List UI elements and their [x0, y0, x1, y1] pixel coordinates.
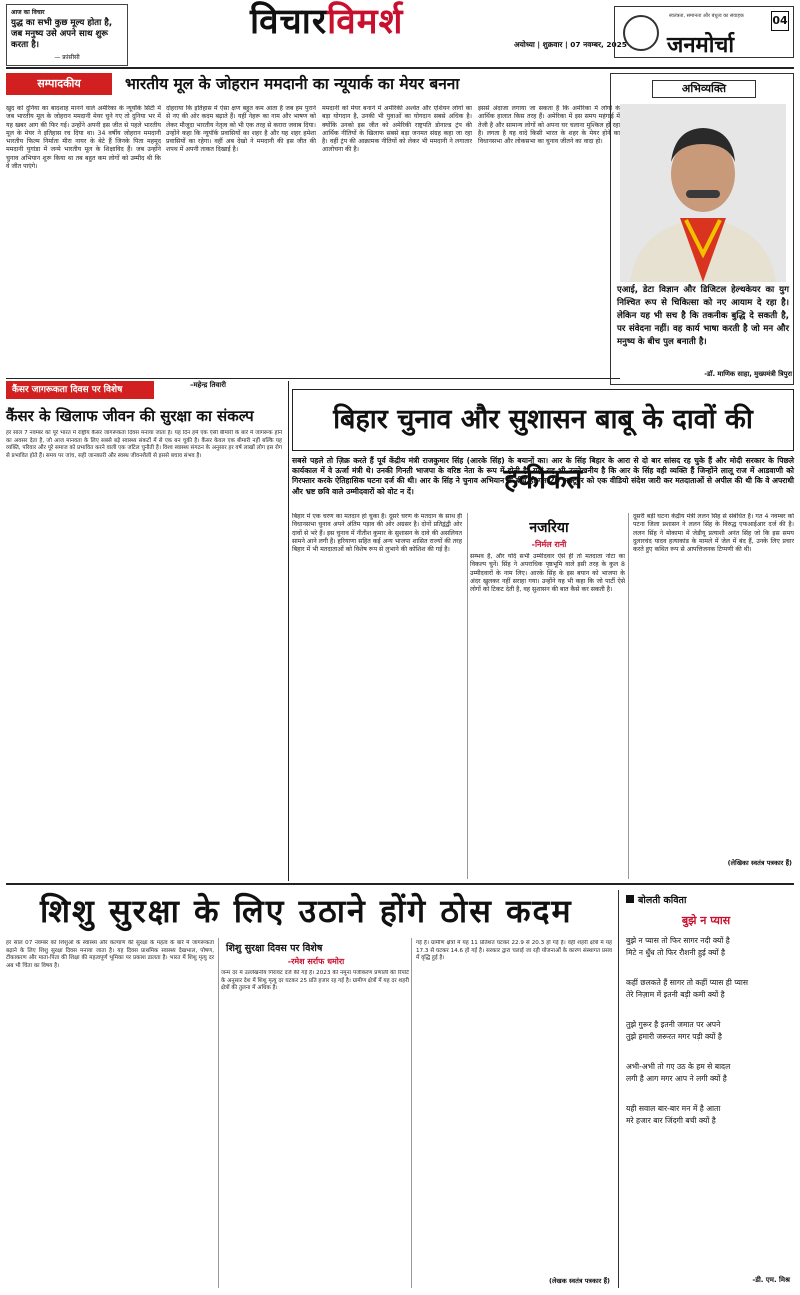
poem-line: यही सवाल बार-बार मन में है आता	[626, 1104, 721, 1113]
poem-line: कहीं छलकते हैं सागर तो कहीं प्यास ही प्यास	[626, 978, 748, 987]
column-divider	[288, 381, 289, 881]
poem-line: तुझे हमारी जरूरत मगर पड़ी क्यों है	[626, 1032, 722, 1041]
poem-author: -डी. एम. मिश्र	[752, 1276, 790, 1284]
cancer-headline: कैंसर के खिलाफ जीवन की सुरक्षा का संकल्प	[6, 407, 254, 425]
portrait-photo	[620, 104, 786, 282]
editorial-column-3: ममदानी को मेयर बनाने में अमेरिकी अश्वेत और एशियन लोगों का बड़ा योगदान है, उनकी भी युवाओं का योगदान सबसे अधिक है। क्योंकि उनको इस जीत को अमेरिकी राष्ट्रपति डोनाल्ड ट्रंप की आर्थिक नीतियों के खिलाफ सबसे बड़ा जनमत संग्रह कहा जा रहा है। वहीं ट्रंप की आक्रामक नीतियों को लेकर भी ममदानी ने लगातार आलोचना की है।	[322, 105, 472, 154]
editorial-tag: सम्पादकीय	[6, 73, 112, 95]
emblem-icon	[623, 15, 659, 51]
poem-label-text: बोलती कविता	[638, 895, 687, 906]
section-logo-part1: विचार	[250, 1, 328, 42]
poem-line: तेरे निज़ाम में इतनी बड़ी कमी क्यों है	[626, 990, 725, 999]
cancer-body: हर साल 7 नवम्बर को पूरे भारत में राष्ट्रीय कैंसर जागरूकता दिवस मनाया जाता है। यह दिन हमें एक ऐसी बीमारी के बारे में जागरूक होने का अवसर देता है, जो आज मानवता के लिए सबसे बड़े स्वास्थ्य संकटों में से एक बन चुकी है। कैंसर केवल एक बीमारी नहीं बल्कि यह व्यक्ति, परिवार और पूरे समाज को प्रभावित करने वाली एक जटिल चुनौती है। विश्व स्वास्थ्य संगठन के अनुसार हर वर्ष लाखों लोग इस रोग से प्रभावित होते हैं। समय पर जांच, सही जानकारी और स्वस्थ जीवनशैली से इससे बचाव संभव है।	[6, 430, 282, 459]
section-logo	[250, 2, 550, 42]
lower-section-divider	[6, 883, 794, 885]
section-divider	[6, 378, 620, 379]
dateline: अयोध्या | शुक्रवार | 07 नवम्बर, 2025	[514, 40, 627, 49]
opinion-title: अभिव्यक्ति	[652, 80, 756, 98]
poem-line: मिटे न धुँध तो फिर रौशनी हुई क्यों है	[626, 948, 726, 957]
bihar-lead: सबसे पहले तो ज़िक्र करते हैं पूर्व केंद्रीय मंत्री राजकुमार सिंह (आरके सिंह) के बयानों का। आर के सिंह बिहार के आरा से दो बार सांसद रह चुके हैं और मोदी सरकार के पिछले कार्यकाल में वे ऊर्जा मंत्री थे। उनकी गिनती भाजपा के वरिष्ठ नेता के रूप में होती है। यहां यह भी उल्लेखनीय है कि आर के सिंह वही व्यक्ति हैं जिन्होंने लालू राज में आडवाणी को गिरफ्तार करके ऐतिहासिक घटना दर्ज की थी। आर के सिंह ने चुनाव अभियान के बीच ही गत 20 अक्टूबर को एक वीडियो संदेश जारी कर मतदाताओं से अपील की थी कि वे अपराधी और भ्रष्ट छवि वाले उम्मीदवारों को वोट न दें।	[292, 456, 794, 496]
bihar-column-3: दूसरी बड़ी घटना केंद्रीय मंत्री ललन सिंह से संबंधित है। गत 4 नवम्बर को पटना जिला प्रशासन ने ललन सिंह के विरुद्ध एफआईआर दर्ज की है। ललन सिंह ने मोकामा में जेडीयू प्रत्याशी अनंत सिंह जो कि इस समय दुलारचंद यादव हत्याकांड के मामले में जेल में बंद हैं, उनके लिए प्रचार करते हुए कथित रूप से आपत्तिजनक टिप्पणी की थी।	[633, 513, 794, 554]
square-bullet-icon	[626, 895, 634, 903]
thought-tag: आज का विचार	[11, 9, 45, 16]
poem-lines	[626, 935, 790, 1255]
najariya-body: सम्भव है, और यदि सभी उम्मीदवार ऐसे ही तो मतदाता नोटा का विकल्प चुनें। सिंह ने अपराधिक पृष्ठभूमि वाले इसी तरह के कुल 8 उम्मीदवारों के नाम लिए। आरके सिंह के इस बयान को भाजपा के अंदर खुलकर नहीं सराहा गया। उन्होंने यह भी कहा कि जो पार्टी ऐसे लोगों को टिकट देती है, वह सुशासन की बात कैसे कर सकती है।	[470, 553, 625, 594]
child-safety-column-1: हर साल 07 नवम्बर को शिशुओं के स्वास्थ्य और कल्याण की सुरक्षा के महत्व के बारे में जागरूकता बढ़ाने के लिए शिशु सुरक्षा दिवस मनाया जाता है। यह दिवस प्राथमिक स्वास्थ्य देखभाल, पोषण, टीकाकरण और माता-पिता की शिक्षा की महत्वपूर्ण भूमिका पर प्रकाश डालता है। भारत में शिशु मृत्यु दर अब भी चिंता का विषय है।	[6, 940, 214, 969]
najariya-author: -निर्मल रानी	[531, 540, 567, 549]
child-safety-column-2: जन्म दर में उल्लेखनीय गिरावट दर्ज की गई है। 2023 की नमूना पंजीकरण प्रणाली की रिपोर्ट के अनुसार देश में शिशु मृत्यु दर घटकर 25 प्रति हजार रह गई है। ग्रामीण क्षेत्रों में यह दर शहरी क्षेत्रों की तुलना में अधिक है।	[221, 970, 409, 992]
child-safety-author-note: (लेखक स्वतंत्र पत्रकार हैं)	[549, 1277, 610, 1285]
thought-of-the-day-box	[6, 4, 128, 66]
thought-quote: युद्ध का सभी कुछ मूल्य होता है, जब मनुष्य उसे अपने साथ शुरू करता है।	[11, 18, 113, 50]
poem-line: मरे हजार बार जिंदगी बची क्यों है	[626, 1116, 716, 1125]
poem-label	[626, 893, 786, 909]
page-number: 04	[771, 11, 789, 31]
masthead-brand	[614, 6, 794, 58]
opinion-quote: एआई, डेटा विज्ञान और डिजिटल हेल्थकेयर का युग निश्चित रूप से चिकित्सा को नए आयाम दे रहा है। लेकिन यह भी सच है कि तकनीक बुद्धि दे सकती है, पर संवेदना नहीं। वह कार्य भाषा करती है जो मन और मनुष्य के बीच पुल बनाती है।	[617, 285, 789, 347]
cancer-article-tag: कैंसर जागरूकता दिवस पर विशेष	[6, 381, 154, 399]
poem-line: अभी-अभी तो गए उठ के हम से बादल	[626, 1062, 731, 1071]
najariya-title: नजरिया	[529, 520, 569, 536]
cancer-byline: –महेन्द्र तिवारी	[190, 381, 226, 389]
editorial-column-4: इससे अंदाजा लगाया जा सकता है कि अमेरिका में लोगों के आर्थिक हालात किस तरह हैं। अमेरिका में इस समय महंगाई में तेजी है और सामान्य लोगों को अपना घर चलाना मुश्किल हो रहा है। लगता है यह वादे किसी भारत के शहर के मेयर होने का विधानसभा और लोकसभा का चुनाव जीतने का वादा हो।	[478, 105, 620, 146]
header-divider	[6, 67, 794, 69]
section-logo-part2: विमर्श	[327, 1, 404, 42]
editorial-column-2: दोहराया कि इतिहास में ऐसा क्षण बहुत कम आता है जब हम पुराने से नए की ओर कदम बढ़ाते हैं। यहीं नेहरू का नाम और भाषण को लेकर मौजूदा भारतीय नेतृत्व को भी एक तरह से करारा जवाब दिया। उन्होंने कहा कि न्यूयॉर्क प्रवासियों का शहर है और यह शहर हमेशा प्रवासियों का रहेगा। वहीं अब देखो ने ममदानी की इस जीत की शपथ में अपनी ताकत दिखाई है।	[166, 105, 316, 154]
portrait-icon	[620, 104, 786, 282]
brand-tagline: स्वतंत्रता, समानता और बंधुत्व का संवाहक	[669, 13, 744, 19]
brand-name: जनमोर्चा	[667, 32, 735, 58]
editorial-headline: भारतीय मूल के जोहरान ममदानी का न्यूयार्क का मेयर बनना	[125, 75, 460, 93]
bihar-author-note: (लेखिका स्वतंत्र पत्रकार हैं)	[727, 859, 792, 867]
editorial-column-1: खुद को दुनिया का बादशाह मानने वाले अमेरिका के न्यूयॉर्क सिटी में जब भारतीय मूल के जोहरान ममदानी मेयर चुने गए तो दुनिया भर में यह खबर आग की फिर गई। उन्होंने अपनी इस जीत से पहले भारतीय मूल के मेयर ने इतिहास रच दिया था। 34 वर्षीय जोहरान ममदानी भारतीय फिल्म निर्माता मीरा नायर के बेटे हैं जिनके पिता महमूद ममदानी युगांडा में जन्मे भारतीय मूल के शिक्षाविद हैं। जब उन्होंने चुनाव अभियान शुरू किया था तब बहुत कम लोगों को उम्मीद थी कि वे जीत पाएंगे।	[6, 105, 161, 171]
poem-line: बुझे न प्यास तो फिर सागर नदी क्यों है	[626, 936, 730, 945]
poem-line: तुझे गुरूर है इतनी जमात पर अपने	[626, 1020, 721, 1029]
poem-title: बुझे न प्यास	[681, 914, 731, 927]
child-safety-sub-title: शिशु सुरक्षा दिवस पर विशेष	[226, 943, 323, 954]
opinion-attribution: -डॉ. माणिक साहा, मुख्यमंत्री त्रिपुरा	[704, 370, 792, 378]
bihar-column-1: बिहार में एक चरण का मतदान हो चुका है। दूसरे चरण के मतदान के साथ ही विधानसभा चुनाव अपने अंतिम पड़ाव की ओर अग्रसर है। दोनों प्रतिद्वंद्वी ओर दावों से भरे हैं। इस चुनाव में नीतीश कुमार के सुशासन के दावे की असलियत सामने आने लगी है। हरियाणा सहित कई अन्य भाजपा शासित राज्यों की तरह बिहार में भी मतदाताओं को विशेष रूप से लुभाने की कोशिश की गई है।	[292, 513, 462, 554]
child-safety-column-3: गई है। ग्रामीण क्षेत्रों में यह 11 प्रतिशत घटकर 22.9 से 20.3 हो गई है। वहीं शहरी क्षेत्रों में यह 17.3 से घटकर 14.6 हो गई है। सरकार द्वारा चलाई जा रही योजनाओं के कारण संस्थागत प्रसव में वृद्धि हुई है।	[416, 940, 612, 962]
child-safety-headline: शिशु सुरक्षा के लिए उठाने होंगे ठोस कदम	[40, 892, 573, 930]
poem-line: लगी है आग मगर आप ने लगी क्यों है	[626, 1074, 727, 1083]
thought-author: — फ्रांसीसी	[54, 54, 80, 61]
child-safety-author: -रमेश सर्राफ धमोरा	[287, 957, 345, 966]
bihar-headline: बिहार चुनाव और सुशासन बाबू के दावों की हकीकत	[292, 389, 794, 451]
